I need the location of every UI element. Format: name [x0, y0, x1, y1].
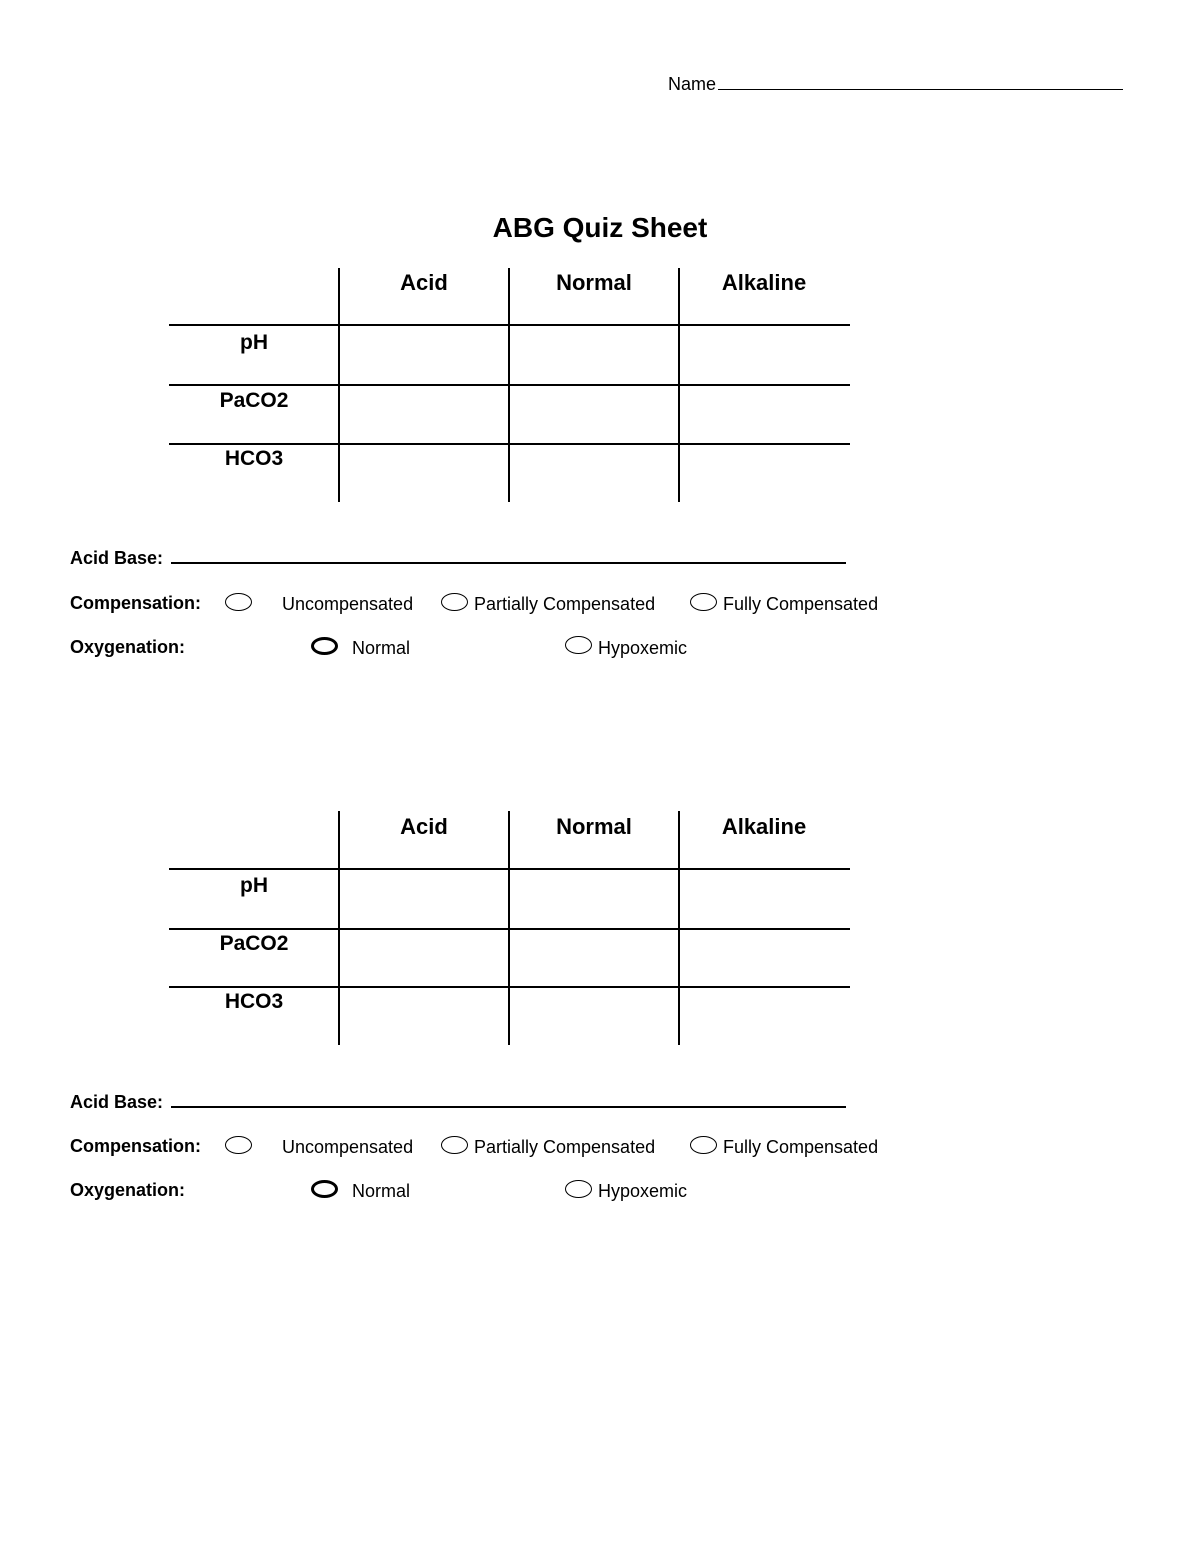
row-header-paco2: PaCO2	[219, 389, 289, 412]
acid-base-blank-line[interactable]	[171, 1106, 846, 1108]
acid-base-blank-line[interactable]	[171, 562, 846, 564]
oxygenation-hypoxemic-radio[interactable]	[565, 1180, 592, 1198]
fully-compensated-option-label: Fully Compensated	[723, 1137, 879, 1157]
oxygenation-hypoxemic-option-label: Hypoxemic	[598, 1181, 688, 1201]
page-title: ABG Quiz Sheet	[492, 212, 708, 243]
partially-compensated-radio[interactable]	[441, 593, 468, 611]
compensation-label: Compensation:	[70, 1136, 202, 1156]
compensation-label-row	[70, 1136, 201, 1157]
name-blank-line[interactable]	[718, 89, 1123, 90]
oxygenation-normal-radio[interactable]	[311, 1180, 338, 1198]
fully-compensated-radio[interactable]	[690, 1136, 717, 1154]
partially-compensated-radio[interactable]	[441, 1136, 468, 1154]
oxygenation-label: Oxygenation:	[70, 1180, 186, 1200]
column-header-normal: Normal	[556, 270, 632, 295]
oxygenation-normal-option-label: Normal	[352, 638, 411, 658]
row-header-paco2: PaCO2	[219, 932, 289, 955]
grid-rule	[169, 928, 850, 930]
uncompensated-option-label: Uncompensated	[282, 1137, 414, 1157]
oxygenation-hypoxemic-option-label: Hypoxemic	[598, 638, 688, 658]
oxygenation-label: Oxygenation:	[70, 637, 186, 657]
compensation-label-row	[70, 593, 201, 614]
oxygenation-hypoxemic-radio[interactable]	[565, 636, 592, 654]
oxygenation-normal-radio[interactable]	[311, 637, 338, 655]
acid-base-label: Acid Base:	[70, 548, 164, 568]
fully-compensated-option-label: Fully Compensated	[723, 594, 879, 614]
grid-rule	[169, 384, 850, 386]
grid-rule	[169, 868, 850, 870]
column-header-acid: Acid	[400, 270, 448, 295]
column-header-alkaline: Alkaline	[721, 270, 807, 295]
oxygenation-normal-option-label: Normal	[352, 1181, 411, 1201]
uncompensated-option-label: Uncompensated	[282, 594, 414, 614]
acid-base-field[interactable]	[70, 548, 846, 569]
compensation-label: Compensation:	[70, 593, 202, 613]
name-label: Name	[668, 74, 717, 94]
row-header-hco3: HCO3	[224, 990, 284, 1013]
abg-grid-2	[0, 811, 1200, 1051]
name-field[interactable]	[668, 74, 1123, 95]
partially-compensated-option-label: Partially Compensated	[474, 1137, 656, 1157]
row-header-ph: pH	[240, 331, 268, 354]
grid-rule	[169, 443, 850, 445]
column-header-acid: Acid	[400, 814, 448, 839]
row-header-hco3: HCO3	[224, 447, 284, 470]
uncompensated-radio[interactable]	[225, 593, 252, 611]
grid-rule	[169, 986, 850, 988]
column-header-alkaline: Alkaline	[721, 814, 807, 839]
grid-rule	[169, 324, 850, 326]
column-header-normal: Normal	[556, 814, 632, 839]
acid-base-field[interactable]	[70, 1092, 846, 1113]
partially-compensated-option-label: Partially Compensated	[474, 594, 656, 614]
fully-compensated-radio[interactable]	[690, 593, 717, 611]
uncompensated-radio[interactable]	[225, 1136, 252, 1154]
oxygenation-label-row	[70, 637, 185, 658]
oxygenation-label-row	[70, 1180, 185, 1201]
row-header-ph: pH	[240, 874, 268, 897]
abg-grid-1	[0, 268, 1200, 508]
acid-base-label: Acid Base:	[70, 1092, 164, 1112]
